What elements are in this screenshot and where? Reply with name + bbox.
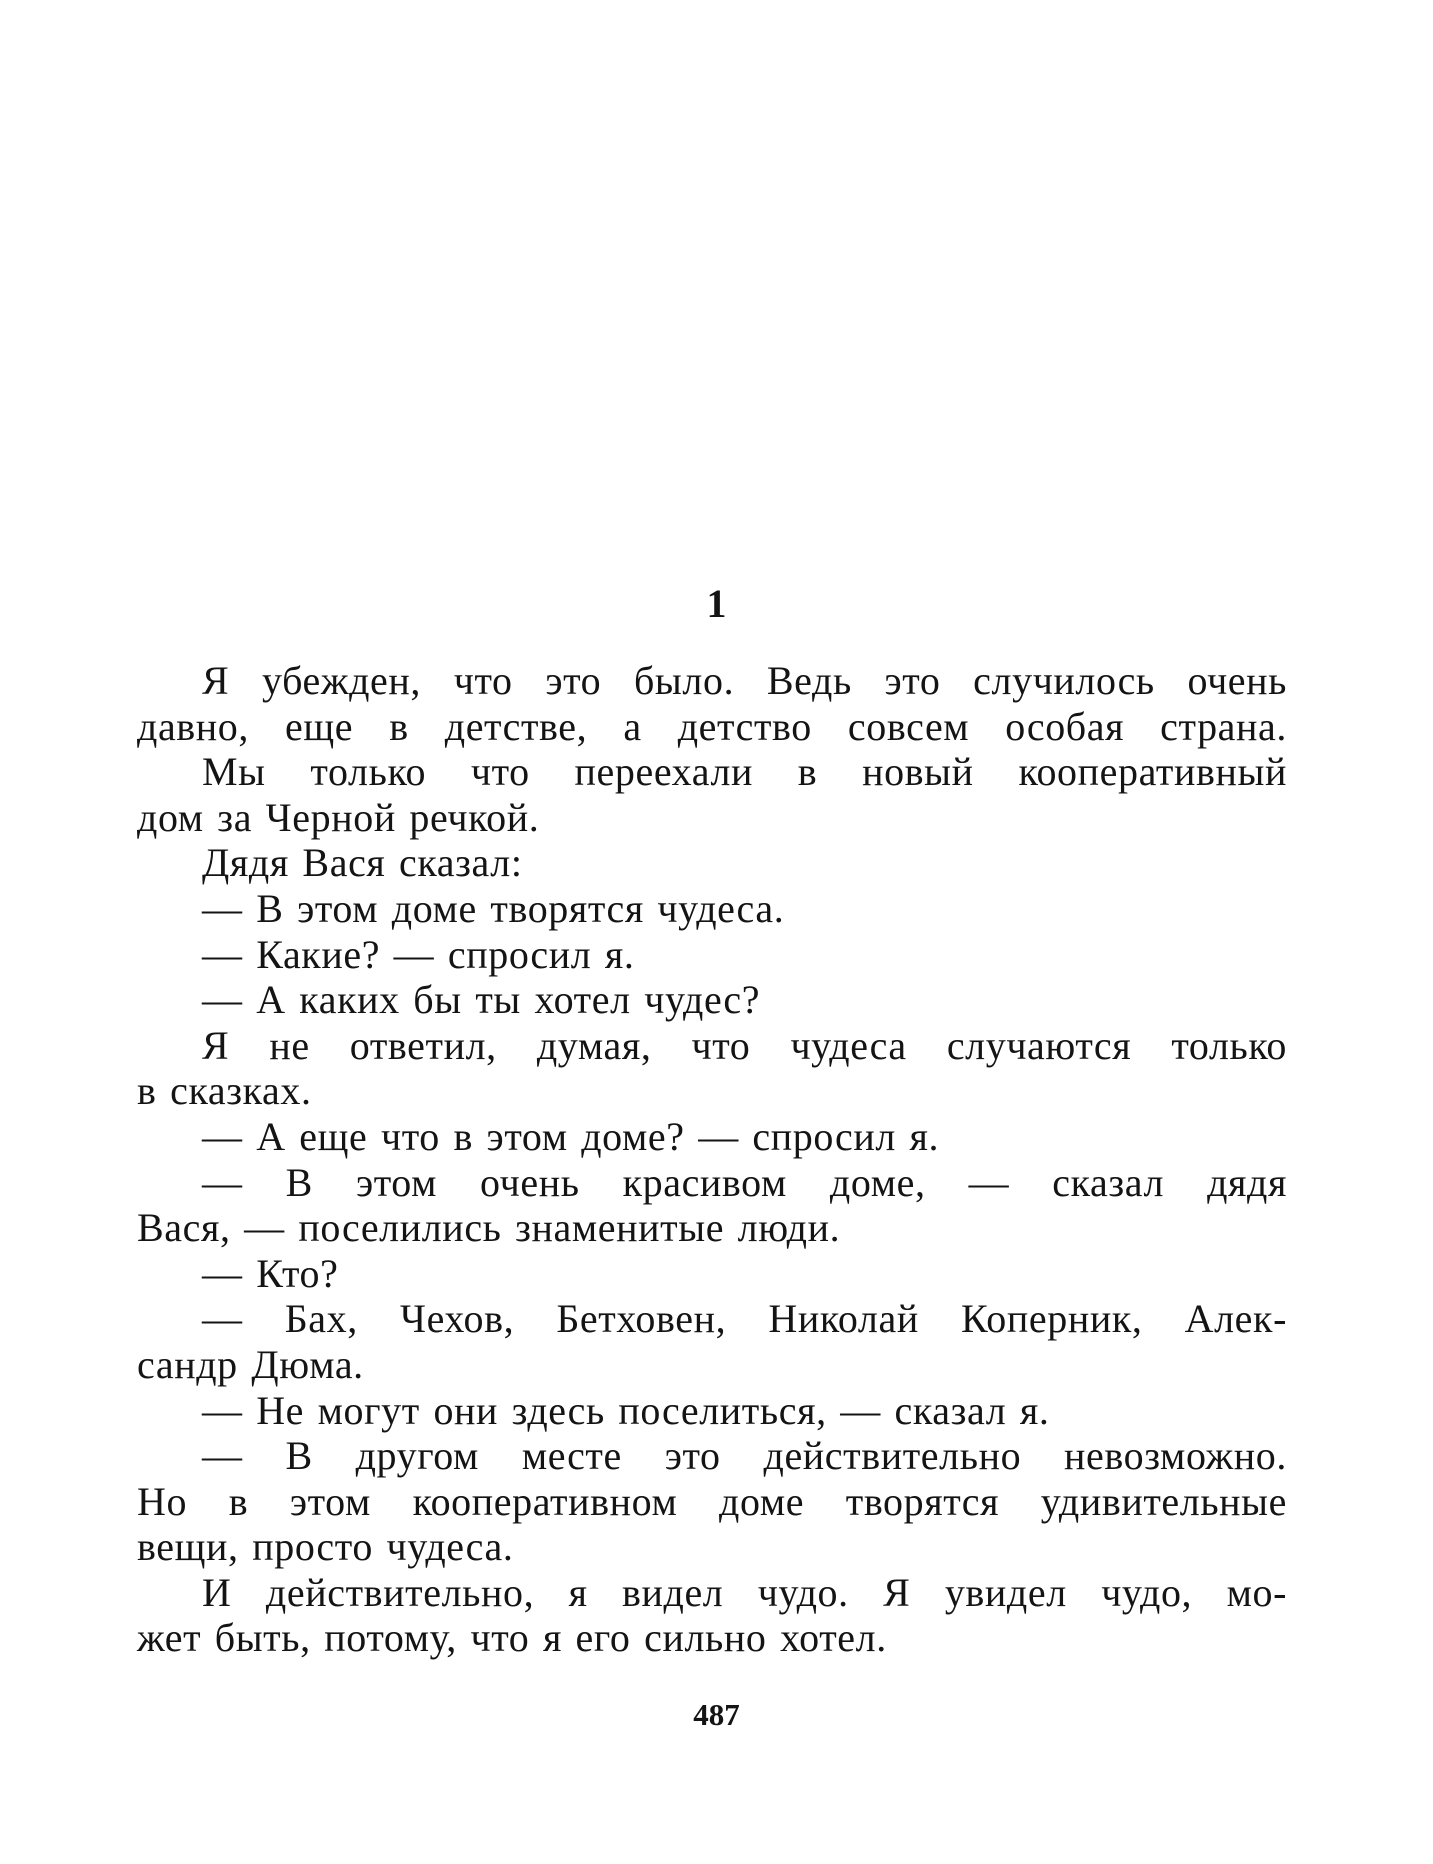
text-line: в сказках. — [137, 1068, 312, 1114]
text-line: — В другом месте это действительно невозможно. — [202, 1433, 1287, 1479]
page-number: 487 — [693, 1697, 740, 1732]
text-line: Но в этом кооперативном доме творятся удивительные — [137, 1478, 1287, 1524]
text-line: Вася, — поселились знаменитые люди. — [137, 1205, 841, 1251]
text-line: давно, еще в детстве, а детство совсем особая страна. — [137, 703, 1287, 749]
chapter-number: 1 — [706, 581, 727, 626]
text-line: вещи, просто чудеса. — [137, 1524, 514, 1570]
text-line: — Какие? — спросил я. — [202, 931, 635, 977]
text-line: дом за Черной речкой. — [137, 794, 540, 840]
text-line: — Не могут они здесь поселиться, — сказал я. — [202, 1387, 1050, 1433]
text-line: — А каких бы ты хотел чудес? — [202, 977, 761, 1023]
text-line: — В этом доме творятся чудеса. — [202, 885, 785, 931]
text-line: сандр Дюма. — [137, 1341, 364, 1387]
text-line: — Кто? — [202, 1250, 339, 1296]
text-line: Я убежден, что это было. Ведь это случилось очень — [202, 658, 1287, 703]
body-text — [137, 658, 1287, 1661]
text-line: Я не ответил, думая, что чудеса случаются только — [202, 1022, 1287, 1068]
text-line: жет быть, потому, что я его сильно хотел. — [137, 1615, 887, 1661]
text-line: — А еще что в этом доме? — спросил я. — [202, 1113, 940, 1159]
text-line: — В этом очень красивом доме, — сказал дядя — [202, 1159, 1287, 1205]
text-line: И действительно, я видел чудо. Я увидел чудо, мо- — [202, 1569, 1287, 1615]
text-line: Мы только что переехали в новый кооперативный — [202, 749, 1287, 795]
text-line: Дядя Вася сказал: — [202, 840, 523, 886]
text-line: — Бах, Чехов, Бетховен, Николай Коперник, Алек- — [202, 1296, 1287, 1342]
